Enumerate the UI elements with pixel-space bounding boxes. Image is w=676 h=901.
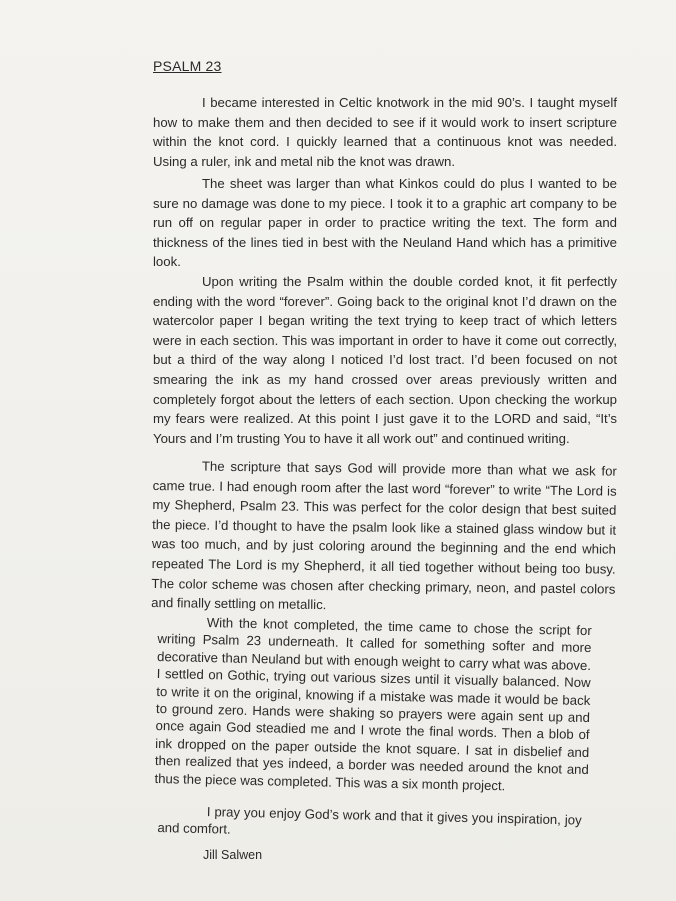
- document-title: PSALM 23: [153, 58, 222, 74]
- paragraph-3: Upon writing the Psalm within the double corded knot, it fit perfectly ending with the word “forever”. Going back to the original knot I’d drawn on the watercolor paper I began writing the text trying to keep tract of which letters were in each section. This was important in order to have it come out correctly, but a third of the way along I noticed I’d lost tract. I’d been focused on not smearing the ink as my hand crossed over areas previously written and completely forgot about the letters of each section. Upon checking the workup my fears were realized. At this point I just gave it to the LORD and said, “It’s Yours and I’m trusting You to have it all work out” and continued writing.: [153, 274, 617, 446]
- paragraph-6: I pray you enjoy God’s work and that it gives you inspiration, joy and comfort.: [157, 804, 582, 838]
- paragraph-1: I became interested in Celtic knotwork in the mid 90’s. I taught myself how to make them and then decided to see if it would work to insert scripture within the knot cord. I quickly learned that a continuous knot was needed. Using a ruler, ink and metal nib the knot was drawn.: [153, 95, 617, 169]
- paragraph-5: With the knot completed, the time came to chose the script for writing Psalm 23 underneath. It called for something softer and more decorative than Neuland but with enough weight to carry what was above. I settled on Gothic, trying out various sizes until it visually balanced. Now to write it on the original, knowing if a mistake was made it would be back to ground zero. Hands were shaking so prayers were again sent up and once again God steadied me and I wrote the final words. Then a blob of ink dropped on the paper outside the knot square. I sat in disbelief and then realized that yes indeed, a border was needed around the knot and thus the piece was completed. This was a six month project.: [154, 615, 592, 793]
- paragraph-2: The sheet was larger than what Kinkos could do plus I wanted to be sure no damage was done to my piece. I took it to a graphic art company to be run off on regular paper in order to practice writing the text. The form and thickness of the lines tied in best with the Neuland Hand which has a primitive look.: [153, 176, 617, 270]
- paragraph-4: The scripture that says God will provide more than what we ask for came true. I had enough room after the last word “forever” to write “The Lord is my Shepherd, Psalm 23. This was perfect for the color design that best suited the piece. I’d thought to have the psalm look like a stained glass window but it was too much, and by just coloring around the beginning and the end which repeated The Lord is my Shepherd, it all tied together without being too busy. The color scheme was chosen after checking primary, neon, and pastel colors and finally settling on metallic.: [151, 458, 617, 613]
- author-signature: Jill Salwen: [203, 848, 263, 862]
